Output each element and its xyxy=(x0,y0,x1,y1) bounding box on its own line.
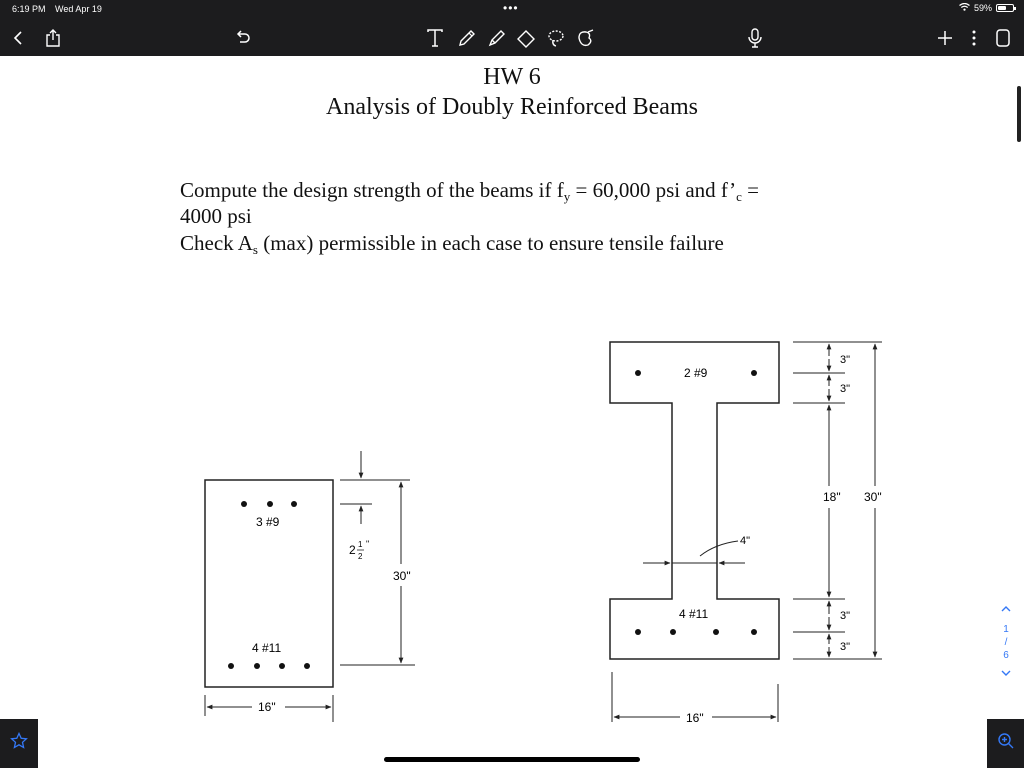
beam-2-dim-bottom-cover: 3" xyxy=(840,641,851,653)
beam-2-i-section xyxy=(610,342,882,725)
status-right xyxy=(959,3,1014,13)
page-separator: / xyxy=(1004,637,1008,648)
rebar-dot xyxy=(304,663,310,669)
battery-percent: 59% xyxy=(973,3,992,13)
zoom-button[interactable] xyxy=(987,719,1024,768)
rebar-dot xyxy=(228,663,234,669)
text-tool-icon[interactable] xyxy=(424,26,446,50)
page-navigator xyxy=(998,604,1014,681)
rebar-dot xyxy=(254,663,260,669)
undo-icon[interactable] xyxy=(232,26,254,50)
beam-2-dim-top-flange: 3" xyxy=(840,383,851,395)
rebar-dot xyxy=(267,501,273,507)
battery-icon xyxy=(996,4,1014,12)
scrollbar[interactable] xyxy=(1017,86,1021,142)
more-icon[interactable] xyxy=(965,26,983,50)
wifi-icon xyxy=(959,3,970,13)
beam-1-cover-den: 2 xyxy=(358,552,363,561)
beam-1-top-bars: 3 #9 xyxy=(256,515,280,529)
microphone-icon[interactable] xyxy=(744,26,766,50)
toolbar xyxy=(0,20,1024,56)
beam-1-width: 16" xyxy=(258,700,276,714)
rebar-dot xyxy=(751,370,757,376)
beam-2-bottom-bars: 4 #11 xyxy=(679,607,709,621)
page-subtitle: Analysis of Doubly Reinforced Beams xyxy=(326,94,698,120)
status-time: 6:19 PM xyxy=(12,4,46,14)
beam-2-web: 4" xyxy=(740,535,751,547)
total-pages: 6 xyxy=(1003,650,1009,661)
lasso-icon[interactable] xyxy=(544,26,568,50)
rebar-dot xyxy=(635,370,641,376)
beam-1-bottom-bars: 4 #11 xyxy=(252,641,282,655)
chevron-up-icon[interactable] xyxy=(998,604,1014,617)
beam-1-cover-num: 1 xyxy=(358,540,363,549)
rebar-dot xyxy=(713,629,719,635)
share-icon[interactable] xyxy=(42,26,64,50)
beam-1-cover-whole: 2 xyxy=(349,543,356,557)
eraser-icon[interactable] xyxy=(514,26,538,50)
back-icon[interactable] xyxy=(8,26,28,50)
pages-icon[interactable] xyxy=(992,26,1014,50)
rebar-dot xyxy=(751,629,757,635)
problem-line-1: Compute the design strength of the beams if $f_y = 60,000$ psi and $f’_c$ = xyxy=(180,178,759,204)
page-title: HW 6 xyxy=(483,64,541,90)
rebar-dot xyxy=(670,629,676,635)
rebar-dot xyxy=(279,663,285,669)
beam-2-dim-web: 18" xyxy=(823,490,841,504)
rebar-dot xyxy=(241,501,247,507)
favorite-star-button[interactable] xyxy=(0,719,38,768)
beam-2-dim-total: 30" xyxy=(864,490,882,504)
beam-2-dim-top-cover: 3" xyxy=(840,354,851,366)
beam-2-top-bars: 2 #9 xyxy=(684,366,708,380)
document-page[interactable] xyxy=(0,56,1024,768)
beam-figures xyxy=(0,56,1024,768)
status-bar xyxy=(0,0,1024,20)
beam-1-cover-unit: " xyxy=(366,539,370,549)
beam-1-outline xyxy=(205,480,333,687)
beam-1-rectangular xyxy=(205,451,415,722)
beam-2-width: 16" xyxy=(686,711,704,725)
shapes-icon[interactable] xyxy=(574,26,598,50)
current-page: 1 xyxy=(1003,624,1009,635)
status-date: Wed Apr 19 xyxy=(55,4,102,14)
multitasking-dots[interactable]: ••• xyxy=(503,1,519,15)
chevron-down-icon[interactable] xyxy=(998,668,1014,681)
add-page-icon[interactable] xyxy=(934,26,956,50)
pen-icon[interactable] xyxy=(455,26,479,50)
problem-line-2: 4000 psi xyxy=(180,204,252,228)
rebar-dot xyxy=(635,629,641,635)
beam-2-dim-bottom-flange: 3" xyxy=(840,610,851,622)
star-icon xyxy=(10,732,28,755)
highlighter-icon[interactable] xyxy=(485,26,509,50)
rebar-dot xyxy=(291,501,297,507)
zoom-in-icon xyxy=(997,732,1015,755)
home-indicator[interactable] xyxy=(384,757,640,762)
beam-1-depth: 30" xyxy=(393,569,411,583)
problem-line-3: Check $A_s$ (max) permissible in each case to ensure tensile failure xyxy=(180,231,724,257)
